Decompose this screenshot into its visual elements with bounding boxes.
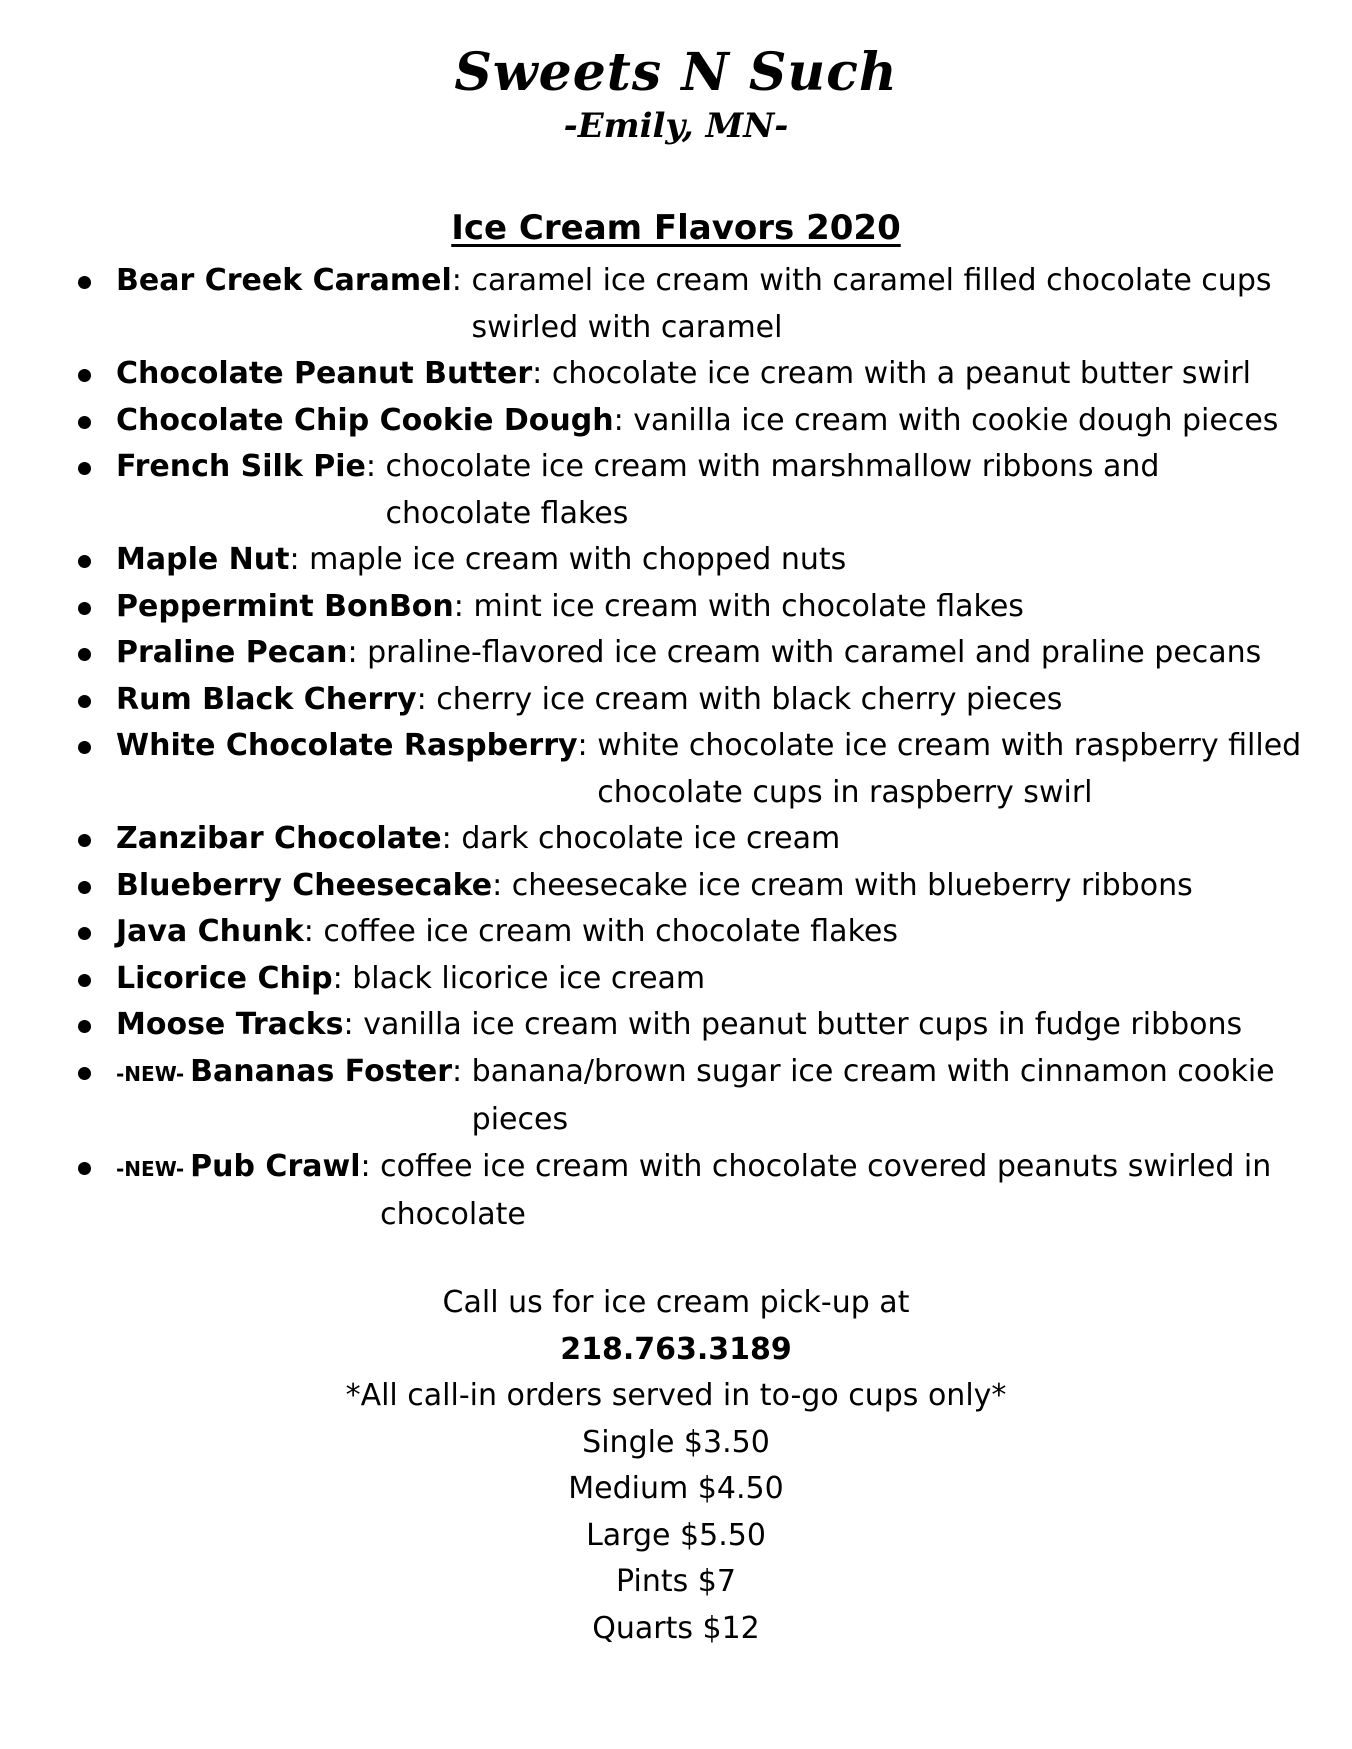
price-item: Quarts $12 [592, 1610, 760, 1646]
flavor-name: Zanzibar Chocolate [116, 821, 442, 856]
flavor-name: Chocolate Peanut Butter [116, 356, 533, 391]
bullet-icon [78, 695, 91, 708]
flavor-description: dark chocolate ice cream [461, 821, 841, 856]
bullet-icon [78, 555, 91, 568]
flavor-item [78, 1144, 1338, 1239]
flavor-name: Bear Creek Caramel [116, 263, 452, 298]
flavor-line [116, 398, 1338, 445]
flavor-description: chocolate ice cream with marshmallow ribbons and [385, 449, 1160, 484]
bullet-icon [78, 369, 91, 382]
flavor-description: maple ice cream with chopped nuts [309, 542, 847, 577]
flavor-line [116, 816, 1338, 863]
flavor-separator: : [613, 402, 624, 438]
flavor-line [116, 351, 1338, 398]
bullet-icon [78, 881, 91, 894]
price-list [0, 1420, 1352, 1653]
bullet-icon [78, 1020, 91, 1033]
call-text: Call us for ice cream pick-up at [442, 1285, 910, 1320]
price-item: Large $5.50 [586, 1517, 766, 1553]
flavor-description: white chocolate ice cream with raspberry filled [597, 728, 1302, 763]
flavor-item [78, 351, 1338, 398]
shop-location: -Emily, MN- [563, 106, 789, 146]
bullet-icon [78, 1067, 91, 1080]
bullet-icon [78, 276, 91, 289]
flavor-line [116, 258, 1338, 305]
flavor-item [78, 909, 1338, 956]
price-item: Medium $4.50 [568, 1471, 784, 1506]
flavor-line [116, 584, 1338, 631]
flavor-item [78, 584, 1338, 631]
flavor-separator: : [532, 356, 543, 391]
bullet-icon [78, 1162, 91, 1175]
flavor-description-continued: pieces [471, 1102, 569, 1137]
flavor-line [116, 1002, 1338, 1049]
flavor-separator: : [289, 542, 300, 577]
flavor-item [78, 1002, 1338, 1049]
new-badge: -NEW- [116, 1156, 185, 1181]
flavor-name: Chocolate Chip Cookie Dough [116, 402, 614, 438]
flavor-name: Moose Tracks [116, 1007, 344, 1042]
bullet-icon [78, 834, 91, 847]
flavor-item [78, 398, 1338, 445]
flavor-name: White Chocolate Raspberry [116, 728, 578, 763]
flavor-item [78, 816, 1338, 863]
flavor-name: Pub Crawl [190, 1148, 361, 1184]
menu-title: Ice Cream Flavors 2020 [451, 208, 901, 248]
flavor-name: French Silk Pie [116, 449, 366, 484]
flavor-separator: : [347, 635, 358, 670]
flavor-description: black licorice ice cream [352, 960, 706, 996]
bullet-icon [78, 462, 91, 475]
flavor-name: Licorice Chip [116, 960, 333, 996]
bullet-icon [78, 416, 91, 429]
flavor-item [78, 630, 1338, 677]
flavor-line [116, 630, 1338, 677]
flavor-description: coffee ice cream with chocolate flakes [323, 914, 898, 949]
flavor-item [78, 723, 1338, 816]
flavor-line [116, 444, 1338, 491]
flavor-item [78, 258, 1338, 351]
flavor-separator: : [492, 867, 503, 903]
flavor-separator: : [332, 960, 343, 996]
flavor-line [116, 909, 1338, 956]
flavor-line [116, 677, 1338, 724]
flavor-description: mint ice cream with chocolate flakes [473, 588, 1024, 624]
flavor-separator: : [365, 449, 376, 484]
flavor-line [116, 1144, 1338, 1193]
bullet-icon [78, 602, 91, 615]
bullet-icon [78, 648, 91, 661]
flavor-item [78, 956, 1338, 1003]
flavor-description-continued: swirled with caramel [471, 309, 783, 345]
flavor-description-continued: chocolate cups in raspberry swirl [597, 774, 1093, 810]
flavor-description: cherry ice cream with black cherry pieces [436, 681, 1063, 717]
shop-name: Sweets N Such [454, 42, 898, 103]
flavor-description-continued: chocolate flakes [385, 495, 629, 531]
flavor-description: cheesecake ice cream with blueberry ribbons [511, 867, 1193, 903]
flavor-separator: : [441, 821, 452, 856]
flavor-separator: : [360, 1148, 371, 1184]
flavor-name: Java Chunk [116, 914, 304, 949]
flavor-line [116, 723, 1338, 770]
flavor-line [116, 863, 1338, 910]
flavor-description: banana/brown sugar ice cream with cinnamon cookie [471, 1053, 1275, 1089]
phone-number: 218.763.3189 [560, 1331, 792, 1367]
flavor-separator: : [451, 263, 462, 298]
flavor-line [116, 537, 1338, 584]
flavor-separator: : [452, 1053, 463, 1089]
flavor-description: chocolate ice cream with a peanut butter swirl [551, 356, 1251, 391]
flavor-name: Bananas Foster [190, 1053, 453, 1089]
flavor-item [78, 1049, 1338, 1144]
flavor-separator: : [453, 588, 464, 624]
flavor-description: vanilla ice cream with cookie dough pieces [633, 402, 1279, 438]
order-note: *All call-in orders served in to-go cups only* [345, 1378, 1007, 1413]
flavor-line [116, 1049, 1338, 1098]
bullet-icon [78, 741, 91, 754]
flavor-list [78, 258, 1338, 1239]
price-item: Single $3.50 [582, 1424, 770, 1460]
new-badge: -NEW- [116, 1061, 185, 1086]
flavor-item [78, 863, 1338, 910]
flavor-name: Blueberry Cheesecake [116, 867, 493, 903]
flavor-name: Maple Nut [116, 542, 290, 577]
bullet-icon [78, 927, 91, 940]
bullet-icon [78, 974, 91, 987]
flavor-separator: : [416, 681, 427, 717]
flavor-separator: : [303, 914, 314, 949]
flavor-description: caramel ice cream with caramel filled chocolate cups [471, 263, 1272, 298]
price-item: Pints $7 [616, 1564, 736, 1599]
flavor-name: Praline Pecan [116, 635, 348, 670]
flavor-item [78, 537, 1338, 584]
contact-section [0, 1280, 1352, 1652]
flavor-item [78, 444, 1338, 537]
flavor-description: coffee ice cream with chocolate covered peanuts swirled in [380, 1148, 1272, 1184]
flavor-description-continued: chocolate [380, 1197, 526, 1232]
flavor-name: Rum Black Cherry [116, 681, 417, 717]
flavor-line [116, 956, 1338, 1003]
header [0, 38, 1352, 148]
flavor-description: praline-flavored ice cream with caramel and praline pecans [367, 635, 1262, 670]
flavor-separator: : [577, 728, 588, 763]
flavor-description: vanilla ice cream with peanut butter cups in fudge ribbons [363, 1007, 1243, 1042]
flavor-item [78, 677, 1338, 724]
flavor-name: Peppermint BonBon [116, 588, 454, 624]
flavor-separator: : [343, 1007, 354, 1042]
